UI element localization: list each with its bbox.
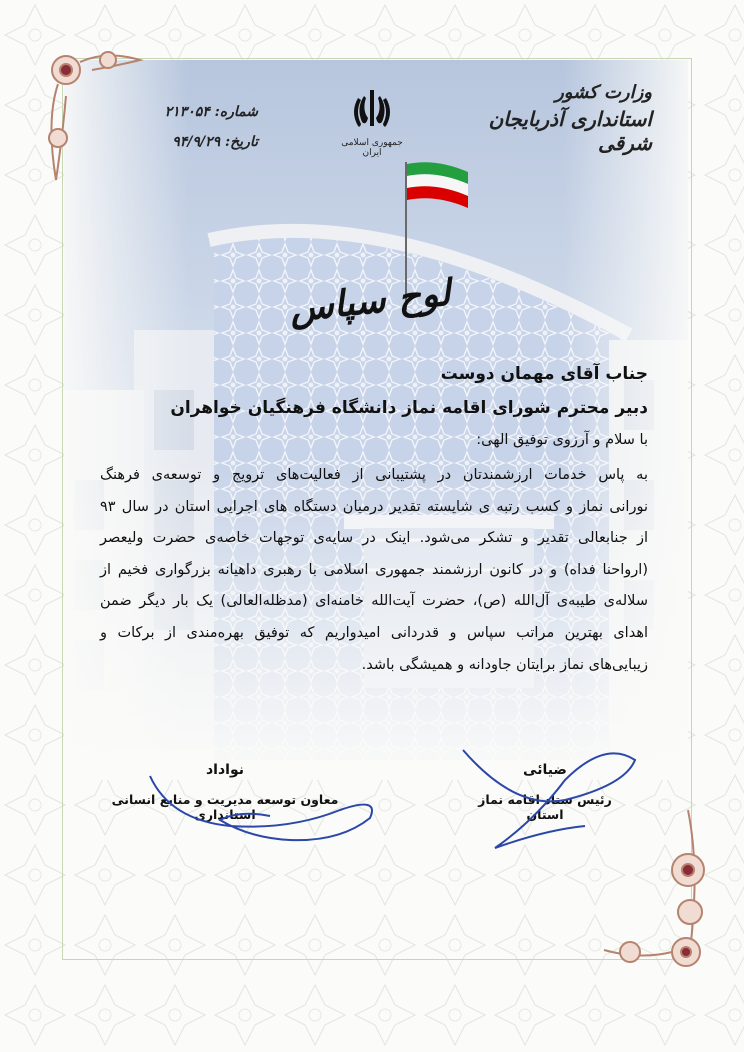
signer-title: رئیس ستاد اقامه نماز استان bbox=[478, 792, 612, 822]
governorate-name: استانداری آذربایجان شرقی bbox=[488, 107, 652, 155]
greeting: با سلام و آرزوی توفیق الهی: bbox=[476, 432, 648, 448]
body-line: نورانی نماز و کسب رتبه ی شایسته تقدیر درمیان دستگاه های اجرایی استان در سال ۹۳ bbox=[100, 498, 648, 515]
ministry-header bbox=[482, 82, 652, 155]
handwritten-signature-right bbox=[455, 730, 645, 860]
certificate-title: لوح سپاس bbox=[287, 271, 453, 331]
recipient-name: جناب آقای مهمان دوست bbox=[440, 364, 648, 384]
date-value: ۹۴/۹/۲۹ bbox=[172, 134, 221, 150]
signer-title: معاون توسعه مدیریت و منابع انسانی استانداری bbox=[111, 792, 339, 822]
signer-name: ضیائی bbox=[523, 762, 567, 778]
emblem bbox=[340, 88, 404, 158]
body-line: از جنابعالی تقدیر و تشکر می‌شود. اینک در سایه‌ی توجهات خاصه‌ی حضرت ولیعصر bbox=[100, 530, 648, 547]
letter-date bbox=[118, 134, 258, 150]
date-label: تاریخ: bbox=[224, 134, 258, 150]
body-paragraph bbox=[100, 460, 648, 681]
recipient-position: دبیر محترم شورای اقامه نماز دانشگاه فرهنگیان خواهران bbox=[170, 398, 648, 418]
body-line: (ارواحنا فداه) و در کانون ارزشمند جمهوری اسلامی با رهبری داهیانه بزرگواری فخیم از bbox=[100, 561, 648, 578]
body-line: به پاس خدمات ارزشمندتان در پشتیبانی از فعالیت‌های ترویج و توسعه‌ی فرهنگ bbox=[100, 467, 648, 483]
emblem-caption: جمهوری اسلامی ایران bbox=[341, 138, 403, 158]
signer-name: نواداد bbox=[205, 762, 244, 778]
number-label: شماره: bbox=[214, 104, 258, 120]
number-value: ۲۱۳۰۵۴ bbox=[164, 104, 210, 120]
body-line: سلاله‌ی طیبه‌ی آل‌الله (ص)، حضرت آیت‌الله خامنه‌ای (مدظله‌العالی) یک بار دیگر ضمن bbox=[100, 593, 648, 610]
body-line: زیبایی‌های نماز برایتان جاودانه و همیشگی باشد. bbox=[361, 656, 648, 673]
handwritten-signature-left bbox=[140, 770, 390, 850]
certificate-body bbox=[100, 364, 648, 681]
iran-emblem-icon bbox=[352, 88, 392, 132]
letter-number bbox=[118, 104, 258, 120]
body-line: اهدای بهترین مراتب سپاس و قدردانی امیدواریم که توفیق بهره‌مندی از برکات و bbox=[100, 624, 648, 641]
ministry-name: وزارت کشور bbox=[555, 82, 652, 103]
letter-meta bbox=[118, 104, 258, 164]
